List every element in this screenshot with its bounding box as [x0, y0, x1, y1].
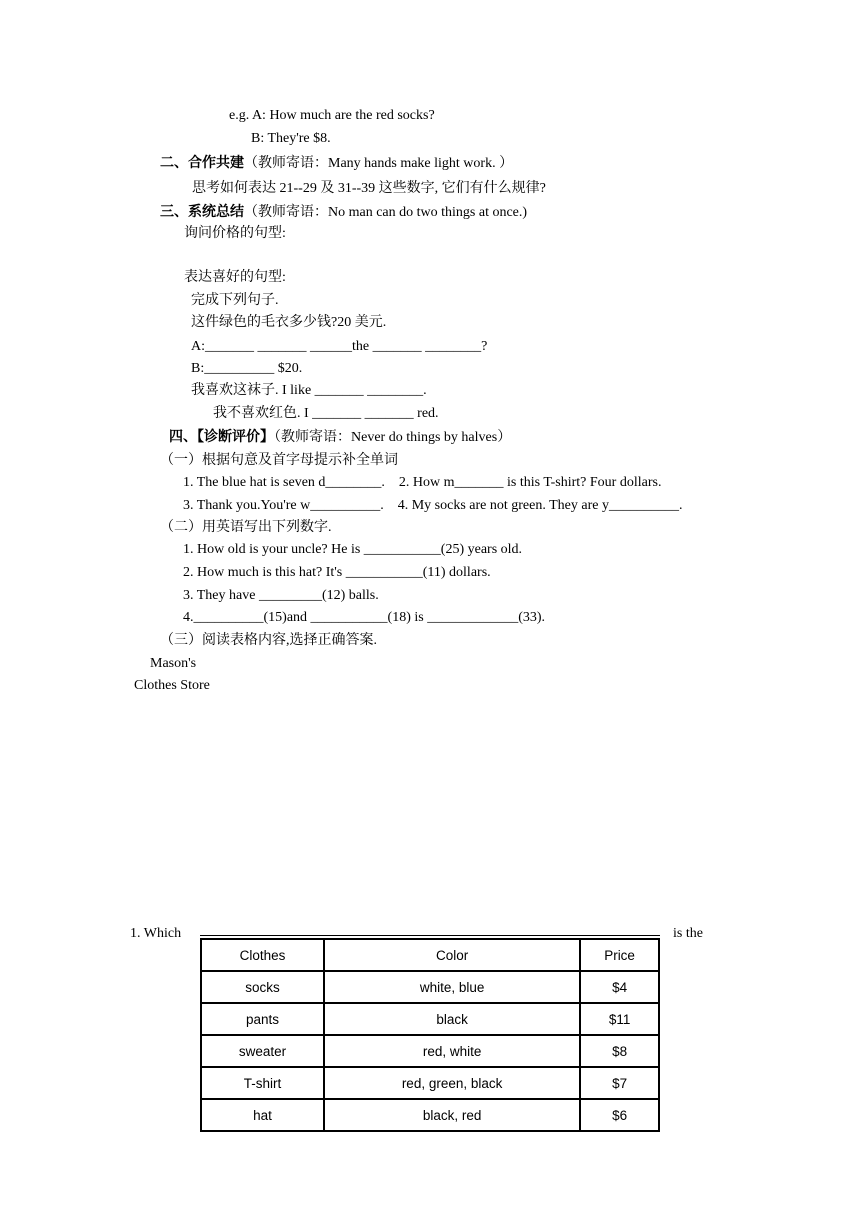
example-question: e.g. A: How much are the red socks?: [229, 108, 435, 123]
part-2-item: 2. How much is this hat? It's ___________(11) dollars.: [183, 565, 491, 580]
part-2-item: 4.__________(15)and ___________(18) is _____________(33).: [183, 610, 546, 625]
section-2-title: 合作共建: [188, 156, 244, 171]
part-1-line-1: 1. The blue hat is seven d________. 2. How m_______ is this T-shirt? Four dollars.: [183, 475, 662, 490]
part-2-item: 3. They have _________(12) balls.: [183, 588, 379, 603]
ask-price-pattern: 询问价格的句型:: [184, 226, 286, 241]
cell-clothes: hat: [202, 1100, 325, 1130]
part-1-title: （一）根据句意及首字母提示补全单词: [160, 453, 398, 468]
table-header-row: [202, 940, 658, 972]
section-4-title: 【诊断评价】: [197, 430, 274, 445]
cell-color: red, green, black: [325, 1068, 581, 1100]
section-3-heading: [160, 204, 527, 222]
table-top-rule: [200, 935, 660, 936]
clothes-price-table: [200, 938, 660, 1132]
sentence-1-b: B:__________ $20.: [191, 361, 303, 376]
part-2-title: （二）用英语写出下列数字.: [160, 520, 332, 535]
store-name-line-2: Clothes Store: [134, 678, 210, 693]
cell-price: $6: [612, 1107, 628, 1123]
example-answer: B: They're $8.: [251, 131, 331, 146]
table-row: [202, 1004, 658, 1036]
section-4-number: 四、: [169, 430, 197, 445]
question-1-end: is the: [673, 926, 703, 941]
table-row: [202, 1100, 658, 1130]
part-1-line-2: 3. Thank you.You're w__________. 4. My socks are not green. They are y__________.: [183, 498, 683, 513]
sentence-2: 我喜欢这袜子. I like _______ ________.: [191, 383, 427, 398]
cell-clothes: pants: [202, 1004, 325, 1036]
cell-color: black, red: [325, 1100, 581, 1130]
cell-clothes: sweater: [202, 1036, 325, 1068]
section-3-note: （教师寄语：No man can do two things at once.): [244, 205, 528, 220]
store-name-line-1: Mason's: [150, 656, 197, 671]
section-4-heading: [169, 429, 511, 447]
cell-clothes: socks: [202, 972, 325, 1004]
header-color: Color: [325, 940, 581, 972]
cell-color: red, white: [325, 1036, 581, 1068]
sentence-1-prompt: 这件绿色的毛衣多少钱?20 美元.: [191, 315, 387, 330]
section-2-body: 思考如何表达 21--29 及 31--39 这些数字, 它们有什么规律?: [192, 181, 546, 196]
part-3-title: （三）阅读表格内容,选择正确答案.: [160, 633, 377, 648]
cell-price: $7: [581, 1068, 658, 1100]
part-2-item: 1. How old is your uncle? He is ___________(25) years old.: [183, 542, 523, 557]
cell-clothes: T-shirt: [202, 1068, 325, 1100]
table-row: [202, 1068, 658, 1100]
table-row: [202, 972, 658, 1004]
header-price: Price: [581, 940, 658, 972]
header-clothes: Clothes: [202, 940, 325, 972]
cell-color: black: [325, 1004, 581, 1036]
express-like-pattern: 表达喜好的句型:: [184, 270, 286, 285]
section-3-number: 三、: [160, 205, 188, 220]
table-row: [202, 1036, 658, 1068]
cell-price: $8: [581, 1036, 658, 1068]
cell-price: $11: [581, 1004, 658, 1036]
cell-price: $4: [581, 972, 658, 1004]
section-2-note: （教师寄语：Many hands make light work. ）: [244, 156, 514, 171]
question-1-start: 1. Which: [130, 926, 182, 941]
section-4-note: （教师寄语：Never do things by halves）: [274, 430, 512, 445]
cell-color: white, blue: [325, 972, 581, 1004]
section-2-number: 二、: [160, 156, 188, 171]
section-3-title: 系统总结: [188, 205, 244, 220]
complete-instruction: 完成下列句子.: [191, 293, 279, 308]
sentence-3: 我不喜欢红色. I _______ _______ red.: [213, 406, 439, 421]
section-2-heading: [160, 155, 513, 173]
sentence-1-a: A:_______ _______ ______the _______ ________?: [191, 339, 488, 354]
